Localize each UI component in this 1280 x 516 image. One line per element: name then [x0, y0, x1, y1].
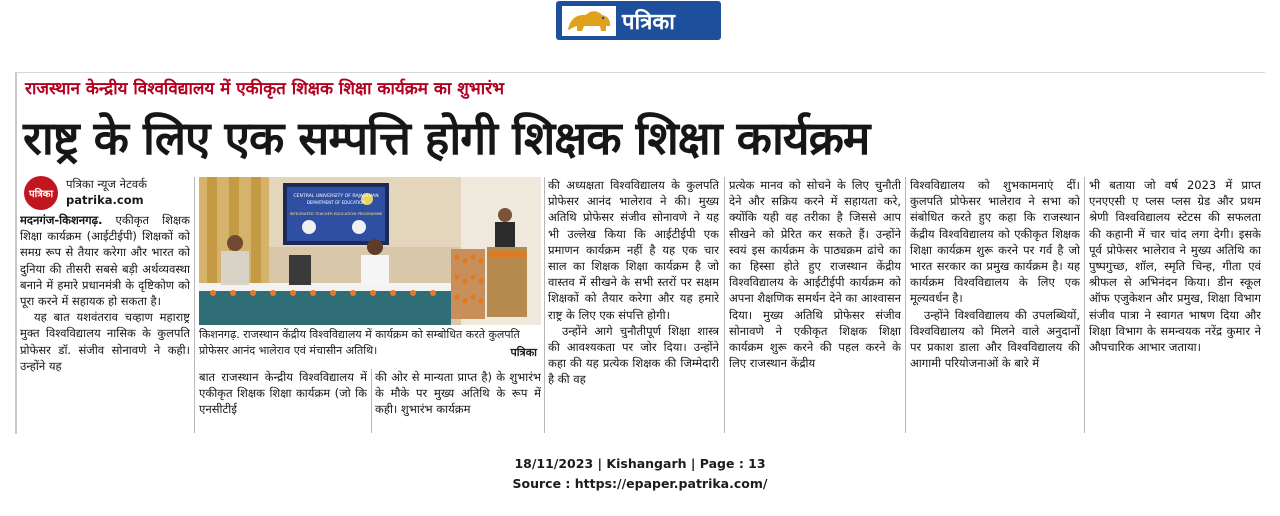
article-column-5: प्रत्येक मानव को सोचने के लिए चुनौती देने और सक्रिय करने में सहायता करे, क्योंकि यही वह तरीका है जिससे आप सीखने को प्रेरित कर सकते हैं। उन्होंने स्वयं इस कार्यक्रम के पाठ्यक्रम ढांचे का का हिस्सा होते हुए राजस्थान केंद्रीय विश्वविद्यालय के आईटीईपी कार्यक्रम को अपना शैक्षणिक समर्थन देने का आश्वासन दिया। मुख्य अतिथि प्रोफेसर संजीव सोनावणे ने एकीकृत शिक्षक शिक्षा कार्यक्रम शुरू करने की पहल करने के लिए राजस्थान केंद्रीय [729, 178, 901, 371]
column-divider [1084, 177, 1085, 433]
column-6-paragraph-1: विश्वविद्यालय को शुभकामनाएं दीं। कुलपति प्रोफेसर भालेराव ने सभा को संबोधित करते हुए कहा कि राजस्थान केंद्रीय विश्वविद्यालय को एकीकृत शिक्षक शिक्षा कार्यक्रम शुरू करने पर गर्व है जो भारत सरकार का प्रमुख कार्यक्रम है। यह कार्यक्रम विश्वविद्यालय के लिए एक मूल्यवर्धन है। [910, 178, 1080, 306]
svg-text:DEPARTMENT OF EDUCATION: DEPARTMENT OF EDUCATION [306, 200, 366, 205]
column-divider [544, 177, 545, 433]
article-column-1 [20, 212, 190, 434]
footer-meta: 18/11/2023 | Kishangarh | Page : 13 [514, 456, 766, 471]
svg-text:INTEGRATED TEACHER EDUCATION P: INTEGRATED TEACHER EDUCATION PROGRAMME [289, 211, 383, 216]
column-divider [371, 369, 372, 433]
byline-site: patrika.com [66, 193, 144, 207]
article-column-6 [910, 177, 1080, 433]
photo-caption-text: किशनगढ़. राजस्थान केंद्रीय विश्वविद्यालय में कार्यक्रम को सम्बोधित करते कुलपति प्रोफेसर आनंद भालेराव एवं मंचासीन अतिथि। [199, 328, 520, 357]
column-1-paragraph-1: एकीकृत शिक्षक शिक्षा कार्यक्रम (आईटीईपी) शिक्षकों को समग्र रूप से तैयार करेगा और भारत को दुनिया की तीसरी सबसे बड़ी अर्थव्यवस्था बनाने में हमारे प्रधानमंत्री के दृष्टिकोण को पूरा करने में सहायक हो सकता है। [20, 213, 190, 309]
byline-name: पत्रिका न्यूज नेटवर्क [66, 177, 147, 191]
byline [66, 176, 147, 208]
patrika-logo [556, 1, 721, 40]
column-1-paragraph-2: यह बात यशवंतराव चव्हाण महाराष्ट्र मुक्त विश्वविद्यालय नासिक के कुलपति प्रोफेसर डॉ. संजीव सोनावणे ने कही। उन्होंने यह [20, 310, 190, 373]
column-6-paragraph-2: उन्होंने विश्वविद्यालय की उपलब्धियों, विश्वविद्यालय को मिलने वाले अनुदानों पर प्रकाश डाला और विश्वविद्यालय की आगामी परियोजनाओं के बारे में [910, 307, 1080, 371]
svg-text:CENTRAL UNIVERSITY OF RAJASTHA: CENTRAL UNIVERSITY OF RAJASTHAN [293, 194, 379, 199]
article-column-7: भी बताया जो वर्ष 2023 में प्राप्त एनएएसी ए प्लस प्लस ग्रेड और प्रथम श्रेणी विश्वविद्यालय स्टेटस की सफलता की कहानी में चार चांद लगा देगी। इसके पूर्व प्रोफेसर भालेराव ने मुख्य अतिथि का पुष्पगुच्छ, शॉल, स्मृति चिन्ह, गीता एवं श्रीफल से अभिनंदन किया। डीन स्कूल ऑफ एजुकेशन और प्रमुख, शिक्षा विभाग संजीव पात्रा ने स्वागत भाषण दिया और शिक्षा विभाग के समन्वयक नरेंद्र कुमार ने औपचारिक आभार जताया। [1089, 178, 1261, 355]
article-kicker: राजस्थान केन्द्रीय विश्वविद्यालय में एकीकृत शिक्षक शिक्षा कार्यक्रम का शुभारंभ [25, 79, 505, 99]
logo-wordmark: पत्रिका [622, 9, 675, 35]
article-column-2: बात राजस्थान केन्द्रीय विश्वविद्यालय में एकीकृत शिक्षक शिक्षा कार्यक्रम (जो कि एनसीटीई [199, 370, 367, 417]
column-divider [905, 177, 906, 433]
news-clipping [15, 72, 1265, 434]
lion-logo-icon [562, 6, 616, 36]
patrika-badge-icon: पत्रिका [24, 176, 58, 210]
event-photo [199, 177, 541, 325]
photo-source: पत्रिका [510, 345, 537, 359]
article-headline: राष्ट्र के लिए एक सम्पत्ति होगी शिक्षक शिक्षा कार्यक्रम [23, 111, 870, 165]
column-divider [194, 177, 195, 433]
photo-caption [199, 327, 541, 361]
column-4-paragraph-1: की अध्यक्षता विश्वविद्यालय के कुलपति प्रोफेसर आनंद भालेराव ने की। मुख्य अतिथि प्रोफेसर संजीव सोनावणे ने यह भी उल्लेख किया कि आईटीईपी एक प्रमाणन कार्यक्रम नहीं है यह एक चार साल का शिक्षक शिक्षा कार्यक्रम है जो वास्तव में सीखने के सभी स्तरों पर सक्षम शिक्षकों को तैयार करेगा और यह हमारे राष्ट्र के लिए एक संपत्ति होगी। [548, 178, 719, 322]
column-4-paragraph-2: उन्होंने आगे चुनौतीपूर्ण शिक्षा शास्त्र की आवश्यकता पर जोर दिया। उन्होंने कहा की यह प्रत्येक शिक्षक की जिम्मेदारी है की वह [548, 323, 719, 387]
article-column-3: की ओर से मान्यता प्राप्त है) के शुभारंभ के मौके पर मुख्य अतिथि के रूप में कही। शुभारंभ कार्यक्रम [375, 370, 541, 417]
footer-source: Source : https://epaper.patrika.com/ [512, 476, 768, 491]
article-dateline: मदनगंज-किशनगढ़. [20, 213, 103, 227]
article-column-4 [548, 177, 719, 433]
column-divider [724, 177, 725, 433]
